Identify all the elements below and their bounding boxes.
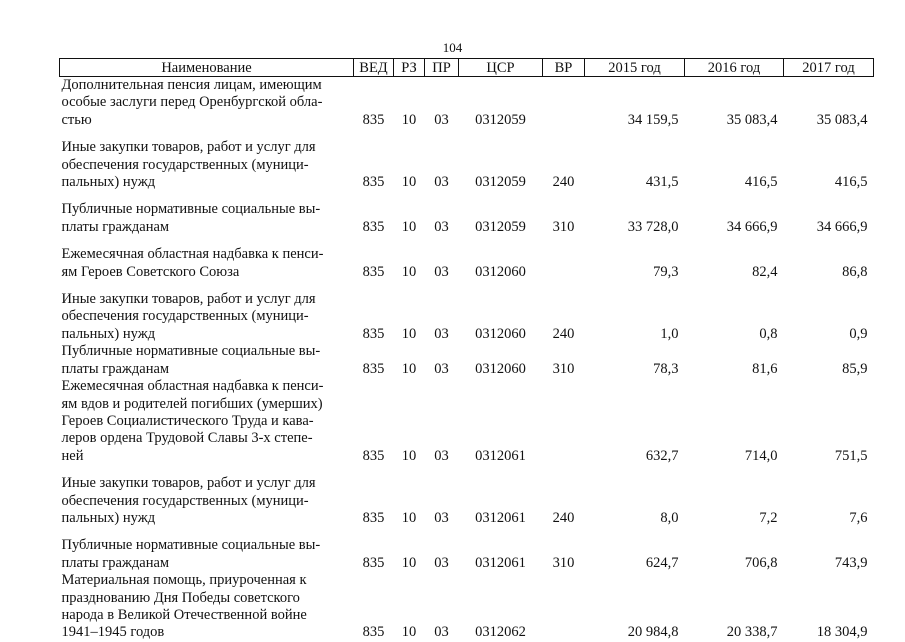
row-name-line: Ежемесячная областная надбавка к пенси- (61, 378, 324, 395)
table-row (60, 236, 874, 281)
cell-ved: 835 (362, 111, 385, 128)
cell-pr: 03 (434, 447, 449, 464)
cell-pr: 03 (434, 174, 449, 191)
cell-y2016: 20 338,7 (726, 624, 778, 641)
table-row (60, 572, 874, 642)
row-name-line: платы гражданам (61, 218, 170, 235)
cell-pr: 03 (434, 509, 449, 526)
table-row (60, 378, 874, 465)
cell-pr: 03 (434, 111, 449, 128)
cell-csr: 0312061 (475, 509, 526, 526)
cell-csr: 0312061 (475, 447, 526, 464)
cell-csr: 0312062 (475, 624, 526, 641)
cell-y2016: 82,4 (752, 263, 778, 280)
row-name-line: Дополнительная пенсия лицам, имеющим (61, 77, 322, 93)
cell-csr: 0312059 (475, 218, 526, 235)
cell-vr (543, 572, 585, 642)
cell-ved: 835 (362, 325, 385, 342)
row-name-line: платы гражданам (61, 554, 170, 571)
column-header-rz: РЗ (394, 59, 425, 77)
cell-ved: 835 (362, 263, 385, 280)
cell-y2017: 34 666,9 (816, 218, 868, 235)
row-name (60, 378, 354, 465)
row-name (60, 572, 354, 642)
table-row (60, 129, 874, 191)
row-name-line: Иные закупки товаров, работ и услуг для (61, 291, 316, 308)
row-name-line: Публичные нормативные социальные вы- (61, 343, 321, 360)
cell-csr: 0312060 (475, 263, 526, 280)
row-name (60, 77, 354, 130)
cell-pr: 03 (434, 360, 449, 377)
column-header-2015: 2015 год (585, 59, 685, 77)
cell-y2015: 33 728,0 (627, 218, 679, 235)
cell-y2017: 18 304,9 (816, 624, 868, 641)
table-row (60, 527, 874, 572)
row-name (60, 465, 354, 527)
cell-vr: 310 (552, 554, 575, 571)
column-header-vr: ВР (543, 59, 585, 77)
row-name-line: ям вдов и родителей погибших (умерших) (61, 395, 323, 412)
cell-vr: 240 (552, 174, 575, 191)
cell-csr: 0312059 (475, 174, 526, 191)
row-name-line: особые заслуги перед Оренбургской обла- (61, 94, 323, 111)
row-name-line: леров ордена Трудовой Славы 3-х степе- (61, 430, 313, 447)
column-header-2017: 2017 год (784, 59, 874, 77)
row-name-line: пальных) нужд (61, 509, 156, 526)
row-name-line: Ежемесячная областная надбавка к пенси- (61, 246, 324, 263)
row-name-line: 1941–1945 годов (61, 624, 165, 641)
cell-y2016: 706,8 (744, 554, 778, 571)
column-header-csr: ЦСР (459, 59, 543, 77)
table-row (60, 281, 874, 343)
table-row (60, 191, 874, 236)
row-name-line: пальных) нужд (61, 174, 156, 191)
cell-vr: 240 (552, 509, 575, 526)
row-name-line: обеспечения государственных (муници- (61, 308, 309, 325)
cell-rz: 10 (401, 447, 417, 464)
cell-y2017: 86,8 (842, 263, 868, 280)
cell-vr (543, 236, 585, 281)
cell-vr: 310 (552, 218, 575, 235)
row-name (60, 191, 354, 236)
cell-y2017: 7,6 (849, 509, 868, 526)
cell-y2016: 34 666,9 (726, 218, 778, 235)
column-header-2016: 2016 год (685, 59, 784, 77)
cell-y2017: 416,5 (834, 174, 868, 191)
row-name-line: Материальная помощь, приуроченная к (61, 572, 307, 589)
cell-ved: 835 (362, 624, 385, 641)
table-body (60, 77, 874, 642)
row-name-line: Героев Социалистического Труда и кава- (61, 412, 314, 429)
row-name (60, 129, 354, 191)
cell-vr (543, 378, 585, 465)
cell-y2016: 416,5 (744, 174, 778, 191)
cell-y2017: 0,9 (849, 325, 868, 342)
cell-y2015: 20 984,8 (627, 624, 679, 641)
cell-rz: 10 (401, 111, 417, 128)
cell-vr: 310 (552, 360, 575, 377)
cell-rz: 10 (401, 624, 417, 641)
cell-pr: 03 (434, 554, 449, 571)
column-header-pr: ПР (425, 59, 459, 77)
row-name-line: празднованию Дня Победы советского (61, 589, 300, 606)
cell-ved: 835 (362, 174, 385, 191)
cell-csr: 0312060 (475, 325, 526, 342)
cell-y2015: 624,7 (645, 554, 679, 571)
row-name-line: ям Героев Советского Союза (61, 263, 240, 280)
row-name-line: стью (61, 111, 92, 128)
budget-table-sheet (59, 58, 873, 642)
row-name (60, 527, 354, 572)
cell-rz: 10 (401, 263, 417, 280)
cell-y2016: 81,6 (752, 360, 778, 377)
cell-vr: 240 (552, 325, 575, 342)
row-name-line: Иные закупки товаров, работ и услуг для (61, 475, 316, 492)
cell-y2016: 0,8 (759, 325, 778, 342)
cell-rz: 10 (401, 325, 417, 342)
row-name (60, 236, 354, 281)
cell-pr: 03 (434, 218, 449, 235)
column-header-name: Наименование (60, 59, 354, 77)
cell-rz: 10 (401, 554, 417, 571)
cell-rz: 10 (401, 218, 417, 235)
cell-pr: 03 (434, 325, 449, 342)
cell-ved: 835 (362, 360, 385, 377)
row-name (60, 343, 354, 378)
cell-y2015: 1,0 (660, 325, 679, 342)
row-name-line: пальных) нужд (61, 325, 156, 342)
row-name-line: Публичные нормативные социальные вы- (61, 537, 321, 554)
cell-y2017: 85,9 (842, 360, 868, 377)
cell-y2015: 431,5 (645, 174, 679, 191)
row-name-line: платы гражданам (61, 360, 170, 377)
cell-y2017: 35 083,4 (816, 111, 868, 128)
row-name-line: Иные закупки товаров, работ и услуг для (61, 139, 316, 156)
page-number: 104 (442, 40, 463, 55)
row-name-line: ней (61, 447, 84, 464)
cell-rz: 10 (401, 509, 417, 526)
cell-y2017: 751,5 (834, 447, 868, 464)
cell-ved: 835 (362, 218, 385, 235)
cell-y2015: 34 159,5 (627, 111, 679, 128)
cell-y2017: 743,9 (834, 554, 868, 571)
cell-csr: 0312059 (475, 111, 526, 128)
cell-y2015: 78,3 (653, 360, 679, 377)
budget-table (59, 58, 874, 642)
cell-y2015: 79,3 (653, 263, 679, 280)
cell-ved: 835 (362, 554, 385, 571)
cell-pr: 03 (434, 263, 449, 280)
cell-y2016: 7,2 (759, 509, 778, 526)
table-row (60, 465, 874, 527)
row-name-line: обеспечения государственных (муници- (61, 492, 309, 509)
cell-csr: 0312060 (475, 360, 526, 377)
cell-y2015: 632,7 (645, 447, 679, 464)
row-name (60, 281, 354, 343)
cell-ved: 835 (362, 509, 385, 526)
cell-csr: 0312061 (475, 554, 526, 571)
cell-y2015: 8,0 (660, 509, 679, 526)
cell-y2016: 35 083,4 (726, 111, 778, 128)
column-header-ved: ВЕД (354, 59, 394, 77)
cell-rz: 10 (401, 360, 417, 377)
row-name-line: обеспечения государственных (муници- (61, 156, 309, 173)
cell-vr (543, 77, 585, 130)
row-name-line: народа в Великой Отечественной войне (61, 606, 307, 623)
table-row (60, 77, 874, 130)
cell-rz: 10 (401, 174, 417, 191)
cell-ved: 835 (362, 447, 385, 464)
row-name-line: Публичные нормативные социальные вы- (61, 201, 321, 218)
cell-pr: 03 (434, 624, 449, 641)
table-row (60, 343, 874, 378)
table-header-row (60, 59, 874, 77)
cell-y2016: 714,0 (744, 447, 778, 464)
